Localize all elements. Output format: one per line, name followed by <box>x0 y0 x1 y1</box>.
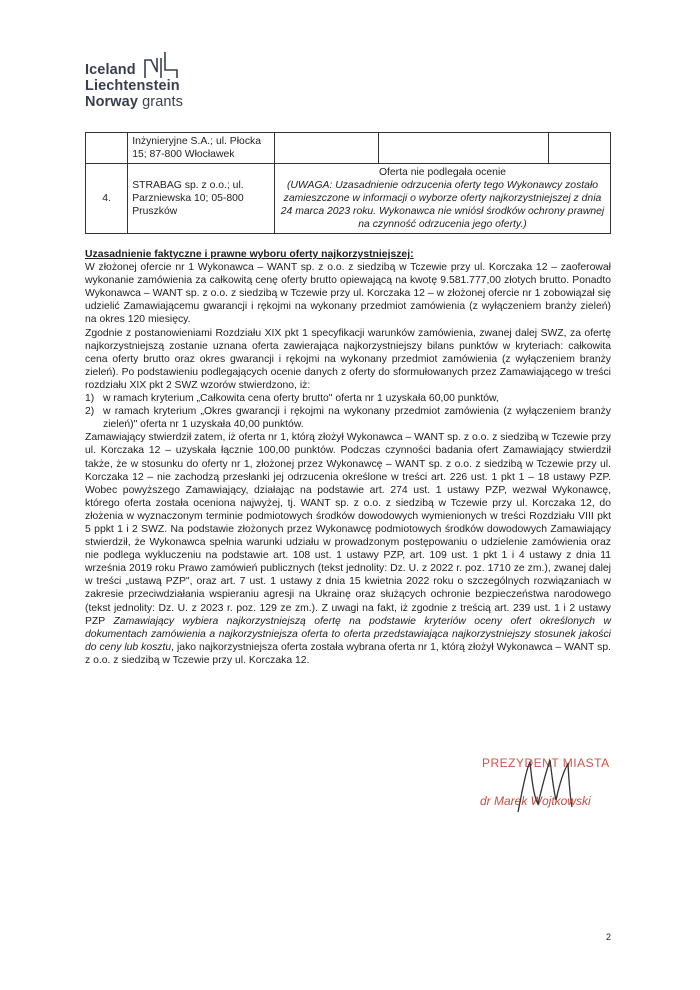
table-cell <box>379 133 548 164</box>
list-item-text: w ramach kryterium „Całkowita cena oferty brutto" oferta nr 1 uzyskała 60,00 punktów, <box>103 393 499 405</box>
paragraph-3-quote: Zamawiający wybiera najkorzystniejszą ofertę na podstawie kryteriów oceny ofert określonych w dokumentach zamówienia a najkorzystniejsza oferta to oferta przedstawiająca najkorzystniejszy stosunek jakości do ceny lub kosztu <box>85 615 611 653</box>
signature-block <box>470 752 620 822</box>
table-cell-no: 4. <box>86 164 128 234</box>
logo-mark-icon <box>143 50 187 80</box>
paragraph-3-text: Zamawiający stwierdził zatem, iż oferta nr 1, którą złożył Wykonawca – WANT sp. z o.o. z siedzibą w Tczewie przy ul. Korczaka 12 – uzyskała łącznie 100,00 punktów. Podczas czynności badania ofert Zamawiający stwierdził także, że w stosunku do oferty nr 1, złożonej przez Wykonawcę – WANT sp. z o.o. z siedzibą w Tczewie przy ul. Korczaka 12 – nie zachodzą przesłanki jej odrzucenia określone w treści art. 226 ust. 1 pkt 1 – 18 ustawy PZP. Wobec powyższego Zamawiający, działając na podstawie art. 274 ust. 1 ustawy PZP, wezwał Wykonawcę, którego oferta została oceniona najwyżej, tj. WANT sp. z o.o. z siedzibą w Tczewie przy ul. Korczaka 12, do złożenia w wyznaczonym terminie podmiotowych środków dowodowych wymienionych w treści Rozdziału VIII pkt 5 ppkt 1 i 2 SWZ. Na podstawie złożonych przez Wykonawcę podmiotowych środków dowodowych Zamawiający stwierdził, że Wykonawca spełnia warunki udziału w prowadzonym postępowaniu o udzielenie zamówienia oraz nie podlega wykluczeniu na podstawie art. 108 ust. 1 ustawy PZP, art. 109 ust. 1 pkt 1 i 4 ustawy z dnia 11 września 2019 roku Prawo zamówień publicznych (tekst jednolity: Dz. U. z 2022 r. poz. 1710 ze zm.), zwanej dalej w treści „ustawą PZP", oraz art. 7 ust. 1 ustawy z dnia 15 kwietnia 2022 roku o szczególnych rozwiązaniach w zakresie przeciwdziałania wspieraniu agresji na Ukrainę oraz służących ochronie bezpieczeństwa narodowego (tekst jednolity: Dz. U. z 2023 r. poz. 129 ze zm.). Z uwagi na fakt, iż zgodnie z treścią art. 239 ust. 1 i 2 ustawy PZP <box>85 432 611 627</box>
logo-norway-word: Norway <box>85 94 138 110</box>
paragraph-3-tail: , jako najkorzystniejsza oferta została wybrana oferta nr 1, którą złożył Wykonawca – WANT sp. z o.o. z siedzibą w Tczewie przy ul. Korczaka 12. <box>85 641 611 666</box>
table-cell <box>548 133 610 164</box>
logo-line-iceland: Iceland <box>85 62 136 78</box>
table-cell <box>274 133 378 164</box>
list-item <box>85 405 611 431</box>
paragraph-2: Zgodnie z postanowieniami Rozdziału XIX pkt 1 specyfikacji warunków zamówienia, zwanej dalej SWZ, za ofertę najkorzystniejszą zostanie uznana oferta zawierająca najkorzystniejszy bilans punktów w kryteriach: całkowita cena oferty brutto oraz okres gwarancji i rękojmi na wykonany przedmiot zamówienia (z wyłączeniem branży zieleń). Po podstawieniu podlegających ocenie danych z oferty do sformułowanych przez Zamawiającego w treści rozdziału XIX pkt 2 SWZ wzorów stwierdzono, iż: <box>85 327 611 391</box>
page-number: 2 <box>606 932 612 942</box>
signature-name: dr Marek Wojtkowski <box>480 794 591 808</box>
justification-section <box>85 248 611 667</box>
handwritten-signature-icon <box>470 752 620 822</box>
logo-line-liechtenstein: Liechtenstein <box>85 78 180 94</box>
logo-line-norway <box>85 94 183 110</box>
list-item-number: 1) <box>85 393 95 405</box>
table-cell-contractor: STRABAG sp. z o.o.; ul. Parzniewska 10; 05-800 Pruszków <box>128 164 275 234</box>
eea-grants-logo <box>85 50 225 112</box>
table-cell-evaluation-note <box>274 164 610 234</box>
section-heading: Uzasadnienie faktyczne i prawne wyboru oferty najkorzystniejszej: <box>85 249 414 260</box>
table-row <box>86 164 611 234</box>
paragraph-1: W złożonej ofercie nr 1 Wykonawca – WANT sp. z o.o. z siedzibą w Tczewie przy ul. Korczaka 12 – zaoferował wykonanie zamówienia za całkowitą cenę oferty brutto opiewającą na kwotę 9.581.777,00 złotych brutto. Ponadto Wykonawca – WANT sp. z o.o. z siedzibą w Tczewie przy ul. Korczaka 12 – w złożonej ofercie nr 1 zobowiązał się udzielić Zamawiającemu gwarancji i rękojmi na wykonany przedmiot zamówienia (z wyłączeniem branży zieleń) na okres 120 miesięcy. <box>85 262 611 326</box>
paragraph-3 <box>85 431 611 667</box>
list-item-number: 2) <box>85 406 95 418</box>
logo-grants-word: grants <box>142 94 184 110</box>
table-row <box>86 133 611 164</box>
list-item <box>85 392 611 405</box>
offers-table <box>85 132 611 234</box>
note-italic: (UWAGA: Uzasadnienie odrzucenia oferty tego Wykonawcy zostało zamieszczone w informacji o wyborze oferty najkorzystniejszej z dnia 24 marca 2023 roku. Wykonawca nie wniósł środków ochrony prawnej na czynność odrzucenia jego oferty.) <box>280 180 605 230</box>
signature-title: PREZYDENT MIASTA <box>482 756 610 770</box>
note-head: Oferta nie podlegała ocenie <box>378 167 507 178</box>
table-cell-contractor: Inżynieryjne S.A.; ul. Płocka 15; 87-800 Włocławek <box>128 133 275 164</box>
table-cell-no <box>86 133 128 164</box>
list-item-text: w ramach kryterium „Okres gwarancji i rękojmi na wykonany przedmiot zamówienia (z wyłączeniem branży zieleń)" oferta nr 1 uzyskała 40,00 punktów. <box>103 406 611 431</box>
